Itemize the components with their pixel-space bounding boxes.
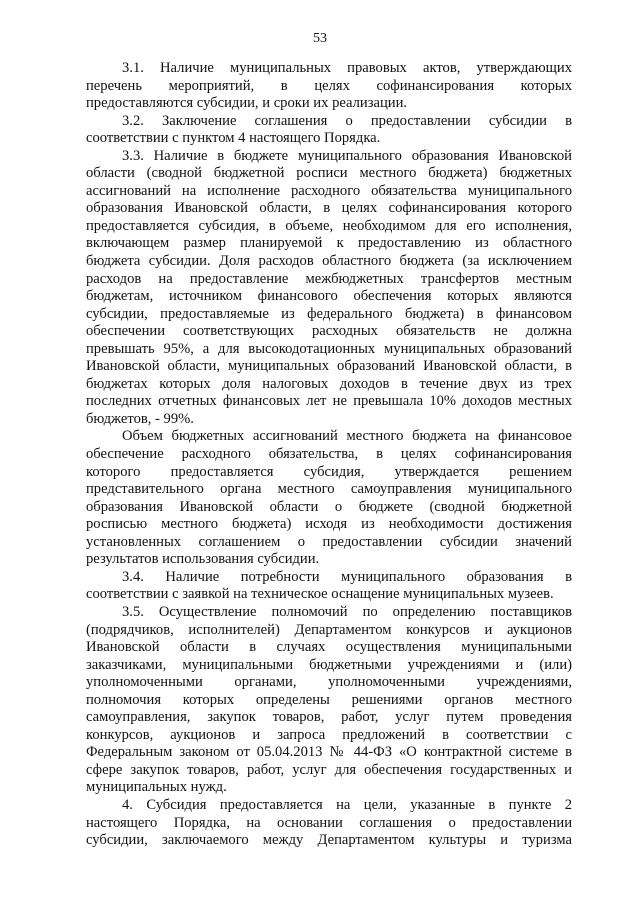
text-line: перечень мероприятий, в целях софинансирования которых xyxy=(86,77,572,94)
paragraph xyxy=(86,604,572,797)
text-line: 3.3. Наличие в бюджете муниципального образования Ивановской xyxy=(122,147,572,164)
text-line: сфере закупок товаров, работ, услуг для обеспечения государственных и xyxy=(86,761,572,778)
text-line: субсидии, заключаемого между Департаментом культуры и туризма xyxy=(86,832,572,849)
text-line: Ивановской области в случаях осуществления муниципальными xyxy=(86,639,572,656)
text-line: Объем бюджетных ассигнований местного бюджета на финансовое xyxy=(122,428,572,445)
text-line: образования Ивановской области о бюджете (сводной бюджетной xyxy=(86,498,572,515)
page-number: 53 xyxy=(313,31,327,46)
text-line: конкурсов, аукционов и запроса предложений в соответствии с xyxy=(86,726,572,743)
text-line: бюджетов, - 99%. xyxy=(86,410,194,427)
text-line: (подрядчиков, исполнителей) Департаментом конкурсов и аукционов xyxy=(86,621,572,638)
text-line: расходов на предоставление межбюджетных трансфертов местным xyxy=(86,270,572,287)
text-line: представительного органа местного самоуправления муниципального xyxy=(86,481,572,498)
paragraph xyxy=(86,428,572,568)
text-line: бюджетам, источником финансового обеспечения которых являются xyxy=(86,288,572,305)
text-line: 3.5. Осуществление полномочий по определению поставщиков xyxy=(122,603,572,620)
text-line: полномочия которых определены решениями органов местного xyxy=(86,691,572,708)
paragraph xyxy=(86,60,572,113)
text-line: области (сводной бюджетной росписи местного бюджета) бюджетных xyxy=(86,165,572,182)
text-line: последних отчетных финансовых лет не превышала 10% доходов местных xyxy=(86,393,572,410)
text-line: настоящего Порядка, на основании соглашения о предоставлении xyxy=(86,814,572,831)
text-line: самоуправления, закупок товаров, работ, услуг путем проведения xyxy=(86,709,572,726)
text-line: предоставляется субсидия, в объеме, необходимом для его исполнения, xyxy=(86,217,572,234)
text-line: 3.1. Наличие муниципальных правовых актов, утверждающих xyxy=(122,60,572,76)
text-line: Ивановской области, муниципальных образований Ивановской области, в xyxy=(86,358,572,375)
paragraph xyxy=(86,113,572,148)
text-line: бюджета субсидии. Доля расходов областного бюджета (за исключением xyxy=(86,253,572,270)
paragraph xyxy=(86,797,572,850)
text-line: заказчиками, муниципальными бюджетными учреждениями и (или) xyxy=(86,656,572,673)
text-line: 3.4. Наличие потребности муниципального образования в xyxy=(122,568,572,585)
text-line: превышать 95%, а для высокодотационных муниципальных образований xyxy=(86,340,572,357)
document-body xyxy=(86,60,572,850)
text-line: росписью местного бюджета) исходя из необходимости достижения xyxy=(86,516,572,533)
paragraph xyxy=(86,148,572,429)
text-line: муниципальных нужд. xyxy=(86,779,227,796)
text-line: 4. Субсидия предоставляется на цели, указанные в пункте 2 xyxy=(122,796,572,813)
text-line: обеспечение расходного обязательства, в целях софинансирования xyxy=(86,446,572,463)
text-line: бюджетах которых доля налоговых доходов в течение двух из трех xyxy=(86,375,572,392)
text-line: 3.2. Заключение соглашения о предоставлении субсидии в xyxy=(122,112,572,129)
text-line: субсидии, предоставляемые из федерального бюджета) в финансовом xyxy=(86,305,572,322)
text-line: соответствии с пунктом 4 настоящего Порядка. xyxy=(86,130,381,147)
text-line: обеспечении соответствующих расходных обязательств не должна xyxy=(86,323,572,340)
text-line: образования Ивановской области, в целях софинансирования которого xyxy=(86,200,572,217)
text-line: уполномоченными органами, уполномоченными учреждениями, xyxy=(86,674,572,691)
text-line: соответствии с заявкой на техническое оснащение муниципальных музеев. xyxy=(86,586,554,603)
text-line: установленных соглашением о предоставлении субсидии значений xyxy=(86,533,572,550)
text-line: которого предоставляется субсидия, утверждается решением xyxy=(86,463,572,480)
text-line: включающем размер планируемой к предоставлению из областного xyxy=(86,235,572,252)
paragraph xyxy=(86,569,572,604)
text-line: предоставляются субсидии, и сроки их реализации. xyxy=(86,95,408,112)
text-line: ассигнований на исполнение расходного обязательства муниципального xyxy=(86,182,572,199)
text-line: результатов использования субсидии. xyxy=(86,551,320,568)
text-line: Федеральным законом от 05.04.2013 № 44-ФЗ «О контрактной системе в xyxy=(86,744,572,761)
